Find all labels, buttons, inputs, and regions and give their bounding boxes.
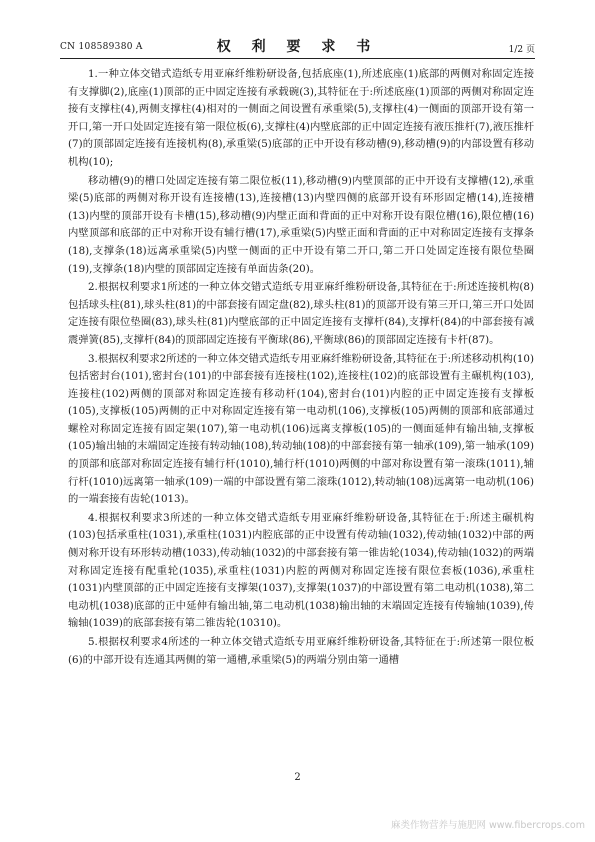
claim-paragraph: 3.根据权利要求2所述的一种立体交错式造纸专用亚麻纤维粉研设备,其特征在于:所述移动机构(10)包括密封台(101),密封台(101)的中部套接有连接柱(102),连接柱(102)的底部设置有主碾机构(103),连接柱(102)两侧的顶部对称固定连接有移动杆(104),密封台(101)内腔的正中固定连接有支撑板(105),支撑板(105)两侧的正中对称固定连接有第一电动机(106),支撑板(105)两侧的顶部和底部通过螺栓对称固定连接有固定架(107),第一电动机(106)远离支撑板(105)的一侧面延伸有输出轴,支撑板(105)输出轴的末端固定连接有转动轴(108),转动轴(108)的中部套接有第一轴承(109),第一轴承(109)的顶部和底部对称固定连接有辅行杆(1010),辅行杆(1010)两侧的中部对称设置有第一滚珠(1011),辅行杆(1010)远离第一轴承(109)一端的中部设置有第二滚珠(1012),转动轴(108)远离第一电动机(106)的一端套接有齿轮(1013)。 [68,352,534,506]
claim-paragraph: 移动槽(9)的槽口处固定连接有第二限位板(11),移动槽(9)内壁顶部的正中开设有支撑槽(12),承重梁(5)底部的两侧对称开设有连接槽(13),连接槽(13)内壁四侧的底部开设有环形固定槽(14),连接槽(13)内壁的顶部开设有卡槽(15),移动槽(9)内壁正面和背面的正中对称开设有限位槽(16),限位槽(16)内壁顶部和底部的正中对称开设有辅行槽(17),承重梁(5)内壁正面和背面的正中对称固定连接有支撑条(18),支撑条(18)远离承重梁(5)内壁一侧面的正中开设有第二开口,第二开口处固定连接有限位垫圈(19),支撑条(18)内壁的顶部固定连接有单面齿条(20)。 [68,174,534,275]
claim-paragraph: 1.一种立体交错式造纸专用亚麻纤维粉研设备,包括底座(1),所述底座(1)底部的两侧对称固定连接有支撑脚(2),底座(1)顶部的正中固定连接有承载碗(3),其特征在于:所述底座(1)顶部的两侧对称固定连接有支撑柱(4),两侧支撑柱(4)相对的一侧面之间设置有承重梁(5),支撑柱(4)一侧面的顶部开设有第一开口,第一开口处固定连接有第一限位板(6),支撑柱(4)内壁底部的正中固定连接有液压推杆(7),液压推杆(7)的顶部固定连接有连接机构(8),承重梁(5)底部的正中开设有移动槽(9),移动槽(9)的内部设置有移动机构(10); [68,68,534,168]
claim-paragraph: 5.根据权利要求4所述的一种立体交错式造纸专用亚麻纤维粉研设备,其特征在于:所述第一限位板(6)的中部开设有连通其两侧的第一通槽,承重梁(5)的两端分别由第一通槽 [68,636,534,666]
document-title: 权 利 要 求 书 [216,39,379,55]
claim-paragraph: 2.根据权利要求1所述的一种立体交错式造纸专用亚麻纤维粉研设备,其特征在于:所述连接机构(8)包括球头柱(81),球头柱(81)的中部套接有固定盘(82),球头柱(81)的顶部开设有第三开口,第三开口处固定连接有限位垫圈(83),球头柱(81)内壁底部的正中固定连接有支撑杆(84),支撑杆(84)的中部套接有减震弹簧(85),支撑杆(84)的顶部固定连接有平衡球(86),平衡球(86)的顶部固定连接有卡杆(87)。 [68,281,534,346]
page-info: 1/2 页 [508,45,535,55]
publication-number: CN 108589380 A [60,42,143,52]
claims-body [68,66,534,670]
watermark: 麻类作物营养与施肥网 www.fibercrops.com [390,820,585,831]
claim-paragraph: 4.根据权利要求3所述的一种立体交错式造纸专用亚麻纤维粉研设备,其特征在于:所述主碾机构(103)包括承重柱(1031),承重柱(1031)内腔底部的正中设置有传动轴(1032),传动轴(1032)中部的两侧对称开设有环形转动槽(1033),传动轴(1032)的中部套接有第一锥齿轮(1034),传动轴(1032)的两端对称固定连接有配重轮(1035),承重柱(1031)内腔的两侧对称固定连接有限位套板(1036),承重柱(1031)内壁顶部的正中固定连接有支撑架(1037),支撑架(1037)的中部设置有第二电动机(1038),第二电动机(1038)底部的正中延伸有输出轴,第二电动机(1038)输出轴的末端固定连接有传输轴(1039),传输轴(1039)的底部套接有第二锥齿轮(10310)。 [68,511,534,630]
page-header [60,36,535,56]
header-rule [60,58,535,59]
page-number: 2 [294,772,301,783]
